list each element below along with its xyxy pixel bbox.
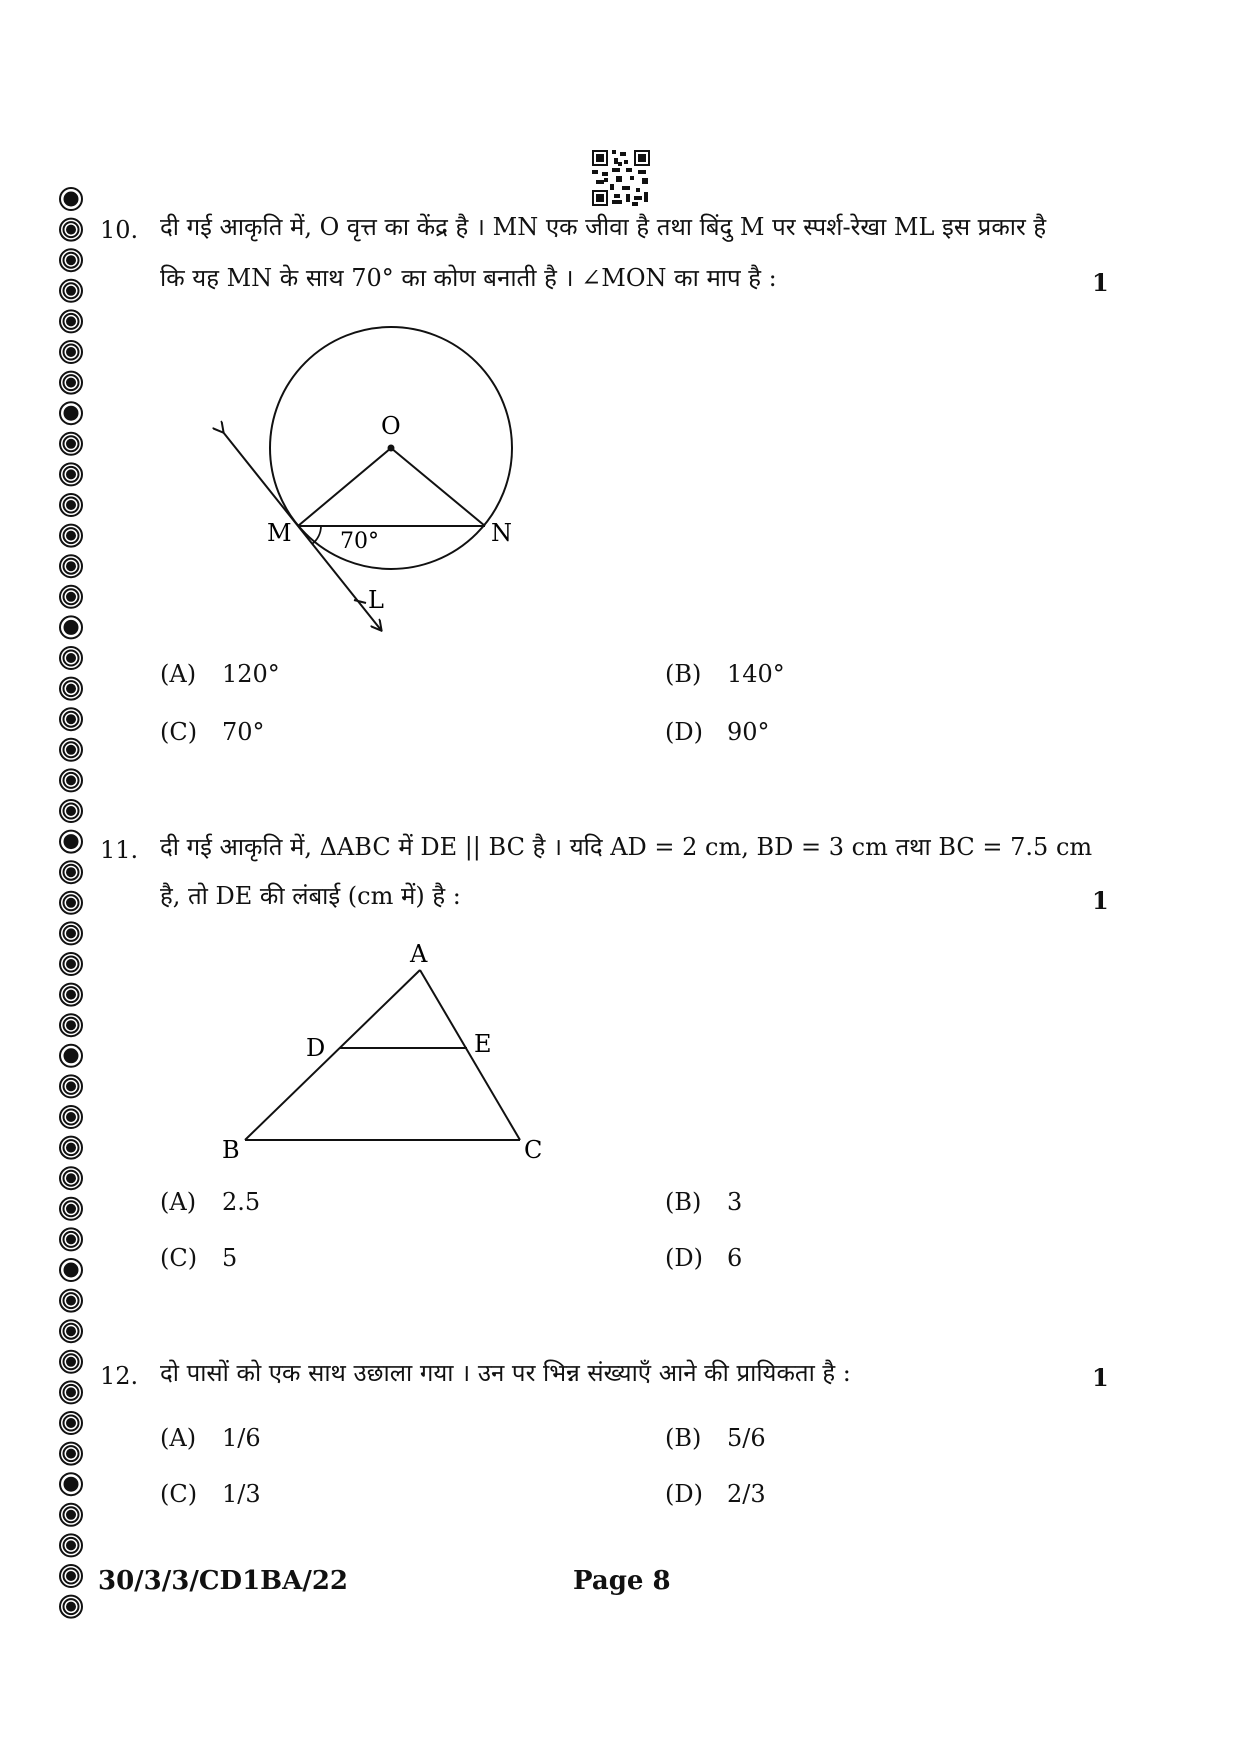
margin-alignment-marks bbox=[56, 187, 86, 1632]
question-marks: 1 bbox=[1092, 1363, 1109, 1392]
option-value: 1/6 bbox=[222, 1424, 261, 1452]
alignment-mark-icon bbox=[60, 1381, 82, 1403]
alignment-mark-icon bbox=[60, 616, 82, 638]
alignment-mark-icon bbox=[60, 769, 82, 791]
option-value: 5 bbox=[222, 1244, 238, 1272]
option-c[interactable] bbox=[160, 1480, 261, 1508]
alignment-mark-icon bbox=[60, 1473, 82, 1495]
alignment-mark-icon bbox=[60, 586, 82, 608]
option-c[interactable] bbox=[160, 1244, 237, 1272]
option-d[interactable] bbox=[665, 1244, 742, 1272]
alignment-mark-icon bbox=[60, 188, 82, 210]
question-marks: 1 bbox=[1092, 268, 1109, 297]
alignment-mark-icon bbox=[60, 861, 82, 883]
label-angle: 70° bbox=[340, 529, 379, 554]
label-c: C bbox=[524, 1136, 543, 1164]
radius-on bbox=[391, 448, 485, 526]
alignment-mark-icon bbox=[60, 494, 82, 516]
question-number: 10. bbox=[100, 216, 139, 244]
alignment-mark-icon bbox=[60, 1290, 82, 1312]
alignment-mark-icon bbox=[60, 678, 82, 700]
alignment-mark-icon bbox=[60, 1504, 82, 1526]
option-a[interactable] bbox=[160, 1188, 260, 1216]
question-text-line: दी गई आकृति में, ΔABC में DE || BC है । यदि AD = 2 cm, BD = 3 cm तथा BC = 7.5 cm bbox=[160, 833, 1093, 861]
alignment-mark-icon bbox=[60, 1228, 82, 1250]
alignment-mark-icon bbox=[60, 372, 82, 394]
option-value: 70° bbox=[222, 718, 265, 746]
option-value: 2/3 bbox=[727, 1480, 766, 1508]
label-n: N bbox=[491, 519, 512, 547]
qr-code-icon bbox=[592, 150, 650, 206]
alignment-mark-icon bbox=[60, 525, 82, 547]
option-value: 120° bbox=[222, 660, 280, 688]
alignment-mark-icon bbox=[60, 249, 82, 271]
label-b: B bbox=[222, 1136, 240, 1164]
alignment-mark-icon bbox=[60, 1137, 82, 1159]
option-a[interactable] bbox=[160, 1424, 261, 1452]
option-value: 1/3 bbox=[222, 1480, 261, 1508]
option-b[interactable] bbox=[665, 1424, 766, 1452]
option-a[interactable] bbox=[160, 660, 280, 688]
alignment-mark-icon bbox=[60, 1534, 82, 1556]
question-text-line: है, तो DE की लंबाई (cm में) है : bbox=[160, 882, 461, 910]
alignment-mark-icon bbox=[60, 402, 82, 424]
label-e: E bbox=[474, 1030, 492, 1058]
option-c[interactable] bbox=[160, 718, 265, 746]
option-d[interactable] bbox=[665, 718, 770, 746]
alignment-mark-icon bbox=[60, 463, 82, 485]
option-label: (B) bbox=[665, 660, 702, 688]
question-number: 12. bbox=[100, 1362, 139, 1390]
option-d[interactable] bbox=[665, 1480, 766, 1508]
question-number: 11. bbox=[100, 836, 139, 864]
alignment-mark-icon bbox=[60, 708, 82, 730]
triangle-figure bbox=[210, 940, 560, 1170]
alignment-mark-icon bbox=[60, 1259, 82, 1281]
alignment-mark-icon bbox=[60, 1014, 82, 1036]
alignment-mark-icon bbox=[60, 1565, 82, 1587]
label-o: O bbox=[381, 412, 401, 440]
side-ab bbox=[245, 970, 420, 1140]
circle-tangent-figure bbox=[195, 320, 555, 640]
alignment-mark-icon bbox=[60, 219, 82, 241]
alignment-mark-icon bbox=[60, 984, 82, 1006]
paper-code: 30/3/3/CD1BA/22 bbox=[98, 1566, 349, 1596]
label-m: M bbox=[267, 519, 292, 547]
option-value: 6 bbox=[727, 1244, 743, 1272]
option-value: 90° bbox=[727, 718, 770, 746]
alignment-mark-icon bbox=[60, 1443, 82, 1465]
option-label: (D) bbox=[665, 1244, 703, 1272]
option-label: (C) bbox=[160, 1480, 198, 1508]
alignment-mark-icon bbox=[60, 1351, 82, 1373]
alignment-mark-icon bbox=[60, 800, 82, 822]
label-d: D bbox=[306, 1034, 326, 1062]
alignment-mark-icon bbox=[60, 341, 82, 363]
alignment-mark-icon bbox=[60, 831, 82, 853]
center-point bbox=[388, 445, 395, 452]
alignment-mark-icon bbox=[60, 892, 82, 914]
option-label: (B) bbox=[665, 1188, 702, 1216]
question-text-line: दो पासों को एक साथ उछाला गया । उन पर भिन्न संख्याएँ आने की प्रायिकता है : bbox=[160, 1359, 851, 1387]
page-number: Page 8 bbox=[573, 1566, 671, 1596]
option-b[interactable] bbox=[665, 660, 785, 688]
alignment-mark-icon bbox=[60, 555, 82, 577]
option-value: 5/6 bbox=[727, 1424, 766, 1452]
alignment-mark-icon bbox=[60, 433, 82, 455]
alignment-mark-icon bbox=[60, 953, 82, 975]
option-label: (A) bbox=[160, 1188, 197, 1216]
question-text-line: दी गई आकृति में, O वृत्त का केंद्र है । MN एक जीवा है तथा बिंदु M पर स्पर्श-रेखा ML इस प्रकार है bbox=[160, 213, 1047, 241]
alignment-mark-icon bbox=[60, 280, 82, 302]
option-label: (B) bbox=[665, 1424, 702, 1452]
option-b[interactable] bbox=[665, 1188, 742, 1216]
option-label: (A) bbox=[160, 1424, 197, 1452]
radius-om bbox=[298, 448, 391, 526]
option-label: (D) bbox=[665, 718, 703, 746]
option-label: (C) bbox=[160, 718, 198, 746]
alignment-mark-icon bbox=[60, 739, 82, 761]
option-value: 3 bbox=[727, 1188, 743, 1216]
side-ac bbox=[420, 970, 520, 1140]
alignment-mark-icon bbox=[60, 1075, 82, 1097]
option-label: (C) bbox=[160, 1244, 198, 1272]
option-value: 2.5 bbox=[222, 1188, 261, 1216]
alignment-mark-icon bbox=[60, 310, 82, 332]
question-marks: 1 bbox=[1092, 886, 1109, 915]
alignment-mark-icon bbox=[60, 1412, 82, 1434]
alignment-mark-icon bbox=[60, 922, 82, 944]
alignment-mark-icon bbox=[60, 1045, 82, 1067]
alignment-mark-icon bbox=[60, 647, 82, 669]
label-a: A bbox=[410, 940, 428, 968]
alignment-mark-icon bbox=[60, 1167, 82, 1189]
alignment-mark-icon bbox=[60, 1320, 82, 1342]
label-l: L bbox=[368, 586, 384, 614]
option-label: (A) bbox=[160, 660, 197, 688]
alignment-mark-icon bbox=[60, 1198, 82, 1220]
option-label: (D) bbox=[665, 1480, 703, 1508]
alignment-mark-icon bbox=[60, 1106, 82, 1128]
alignment-mark-icon bbox=[60, 1596, 82, 1618]
question-text-line: कि यह MN के साथ 70° का कोण बनाती है । ∠MON का माप है : bbox=[160, 264, 777, 292]
option-value: 140° bbox=[727, 660, 785, 688]
